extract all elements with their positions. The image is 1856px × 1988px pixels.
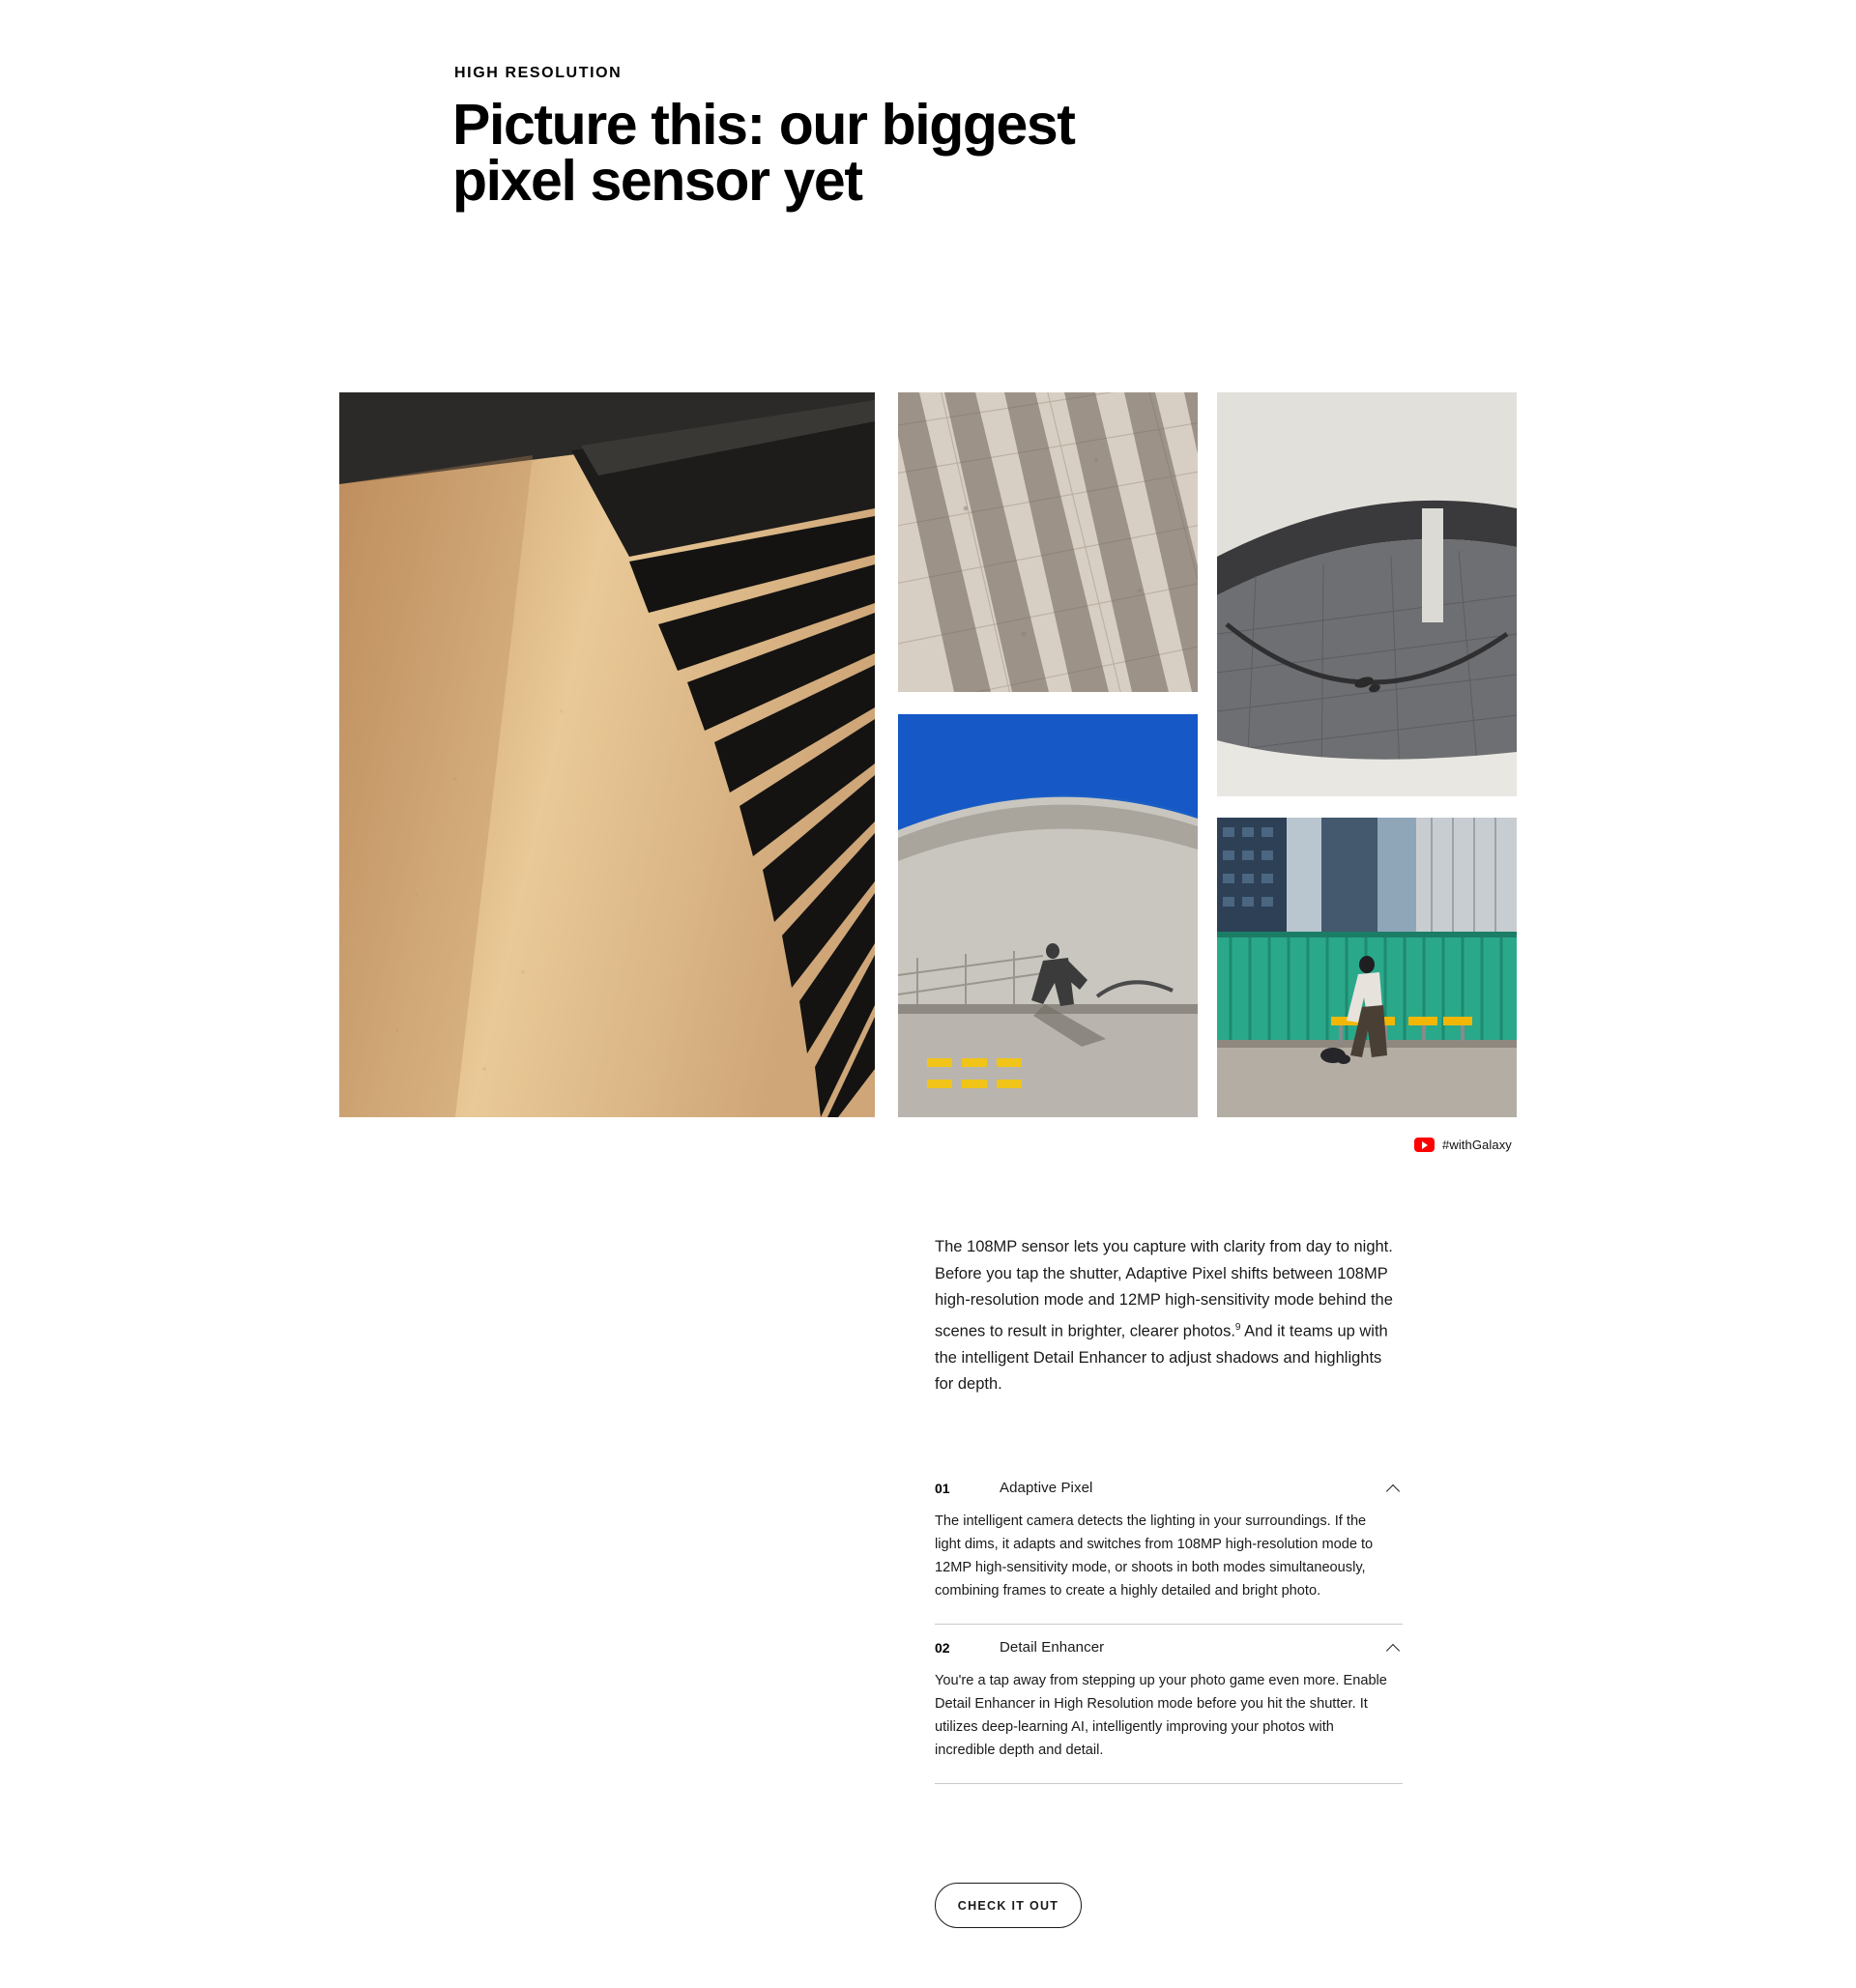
curved-underpass-icon bbox=[1217, 392, 1517, 796]
gallery-image-paved-steps-shadows[interactable] bbox=[898, 392, 1198, 692]
accordion-item bbox=[935, 1625, 1403, 1784]
footnote-marker: 9 bbox=[1234, 1321, 1241, 1333]
green-container-bench-icon bbox=[1217, 818, 1517, 1117]
accordion-number: 01 bbox=[935, 1480, 950, 1496]
gallery-image-concrete-wall-shadows[interactable] bbox=[339, 392, 875, 1117]
photo-gallery bbox=[339, 392, 1517, 1117]
accordion-title: Adaptive Pixel bbox=[1000, 1480, 1093, 1496]
feature-accordion bbox=[935, 1464, 1403, 1784]
accordion-number: 02 bbox=[935, 1639, 950, 1656]
accordion-header-detail-enhancer[interactable] bbox=[935, 1625, 1403, 1669]
description-part-2: And it teams up with the intelligent Detail Enhancer to adjust shadows and highlights for depth. bbox=[935, 1322, 1388, 1393]
gallery-image-person-running-ramp[interactable] bbox=[898, 714, 1198, 1117]
accordion-header-adaptive-pixel[interactable] bbox=[935, 1464, 1403, 1510]
page-title: Picture this: our biggest pixel sensor yet bbox=[452, 93, 1075, 213]
check-it-out-button[interactable]: CHECK IT OUT bbox=[935, 1883, 1082, 1928]
accordion-title: Detail Enhancer bbox=[1000, 1639, 1105, 1656]
paved-steps-shadows-icon bbox=[898, 392, 1198, 692]
gallery-credit-label: #withGalaxy bbox=[1442, 1138, 1512, 1152]
section-eyebrow: HIGH RESOLUTION bbox=[454, 65, 623, 81]
accordion-body: You're a tap away from stepping up your photo game even more. Enable Detail Enhancer in High Resolution mode before you hit the shutter. It utilizes deep-learning AI, intelligently improving your photos with incredible depth and detail. bbox=[935, 1673, 1387, 1758]
person-running-ramp-icon bbox=[898, 714, 1198, 1117]
gallery-image-green-container-bench[interactable] bbox=[1217, 818, 1517, 1117]
gallery-credit[interactable] bbox=[1414, 1138, 1512, 1152]
accordion-body: The intelligent camera detects the lighting in your surroundings. If the light dims, it adapts and switches from 108MP high-resolution mode to 12MP high-sensitivity mode, or shoots in both modes simultaneously, combining frames to create a highly detailed and bright photo. bbox=[935, 1513, 1374, 1599]
chevron-up-icon[interactable] bbox=[1387, 1641, 1401, 1655]
youtube-icon bbox=[1414, 1138, 1435, 1152]
concrete-wall-shadows-icon bbox=[339, 392, 875, 1117]
gallery-image-curved-underpass[interactable] bbox=[1217, 392, 1517, 796]
chevron-up-icon[interactable] bbox=[1387, 1482, 1401, 1495]
description-part-1: The 108MP sensor lets you capture with clarity from day to night. Before you tap the shutter, Adaptive Pixel shifts between 108MP high-resolution mode and 12MP high-sensitivity mode behind the scenes to result in brighter, clearer photos. bbox=[935, 1238, 1393, 1340]
accordion-item bbox=[935, 1464, 1403, 1625]
section-description bbox=[935, 1234, 1393, 1398]
